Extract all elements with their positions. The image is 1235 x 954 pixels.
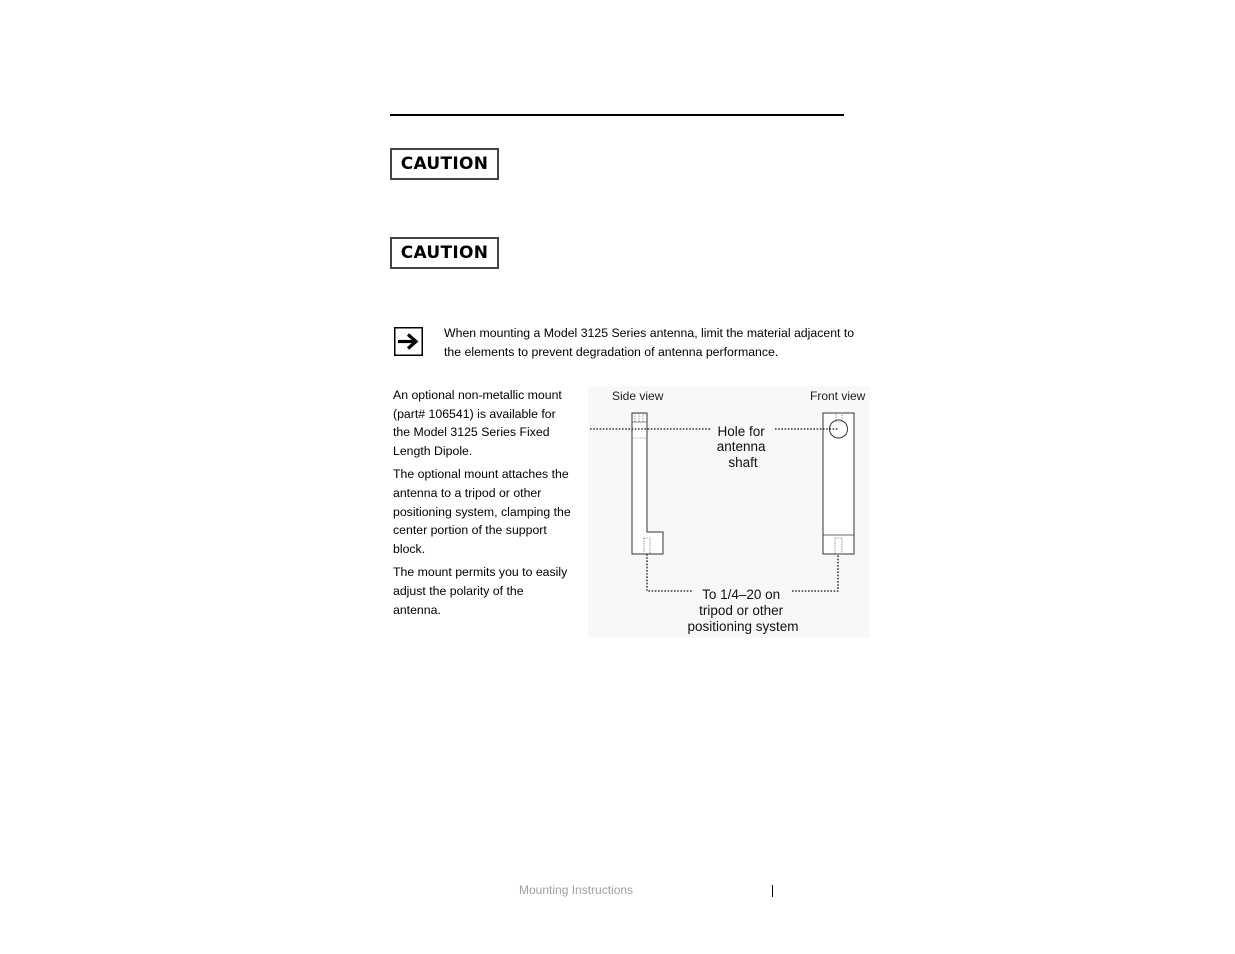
callout-line: shaft xyxy=(728,455,758,470)
paragraph xyxy=(393,563,579,619)
front-view-label: Front view xyxy=(810,389,866,403)
tripod-callout xyxy=(687,587,798,634)
callout-line: positioning system xyxy=(687,619,799,634)
mount-description xyxy=(393,386,579,624)
note-line: When mounting a Model 3125 Series antenna, limit the material adjacent to xyxy=(444,326,855,340)
side-view-label: Side view xyxy=(612,389,664,403)
text-line: An optional non-metallic mount xyxy=(393,388,562,402)
text-line: block. xyxy=(393,542,426,557)
text-line: center portion of the support xyxy=(393,523,547,538)
caution-label-1 xyxy=(390,148,499,180)
caution-text-2: CAUTION xyxy=(400,243,489,263)
side-view-block xyxy=(632,413,663,554)
callout-line: tripod or other xyxy=(699,603,784,618)
note-line: the elements to prevent degradation of antenna performance. xyxy=(444,345,779,359)
callout-line: To 1/4–20 on xyxy=(702,587,781,602)
text-line: antenna. xyxy=(393,602,441,617)
text-line: The mount permits you to easily xyxy=(393,565,568,580)
note-text xyxy=(444,324,874,362)
mount-diagram-svg xyxy=(588,386,870,638)
arrow-right-icon xyxy=(394,327,423,356)
text-line: positioning system, clamping the xyxy=(393,504,571,519)
mount-diagram xyxy=(588,386,870,638)
text-line: the Model 3125 Series Fixed xyxy=(393,425,550,440)
footer-section-title: Mounting Instructions xyxy=(519,883,634,897)
callout-line: Hole for xyxy=(717,424,765,439)
caution-text-1: CAUTION xyxy=(400,154,489,174)
text-line: The optional mount attaches the xyxy=(393,467,569,482)
callout-line: antenna xyxy=(716,439,766,454)
hole-callout xyxy=(717,424,770,470)
text-line: adjust the polarity of the xyxy=(393,584,524,599)
footer-divider xyxy=(772,885,773,897)
paragraph xyxy=(393,465,579,559)
caution-label-2 xyxy=(390,237,499,269)
text-line: Length Dipole. xyxy=(393,444,473,459)
paragraph xyxy=(393,386,579,461)
text-line: (part# 106541) is available for xyxy=(393,406,556,421)
text-line: antenna to a tripod or other xyxy=(393,486,542,501)
leader-lines xyxy=(590,429,838,591)
header-rule xyxy=(390,114,844,116)
front-view-block xyxy=(823,413,854,554)
